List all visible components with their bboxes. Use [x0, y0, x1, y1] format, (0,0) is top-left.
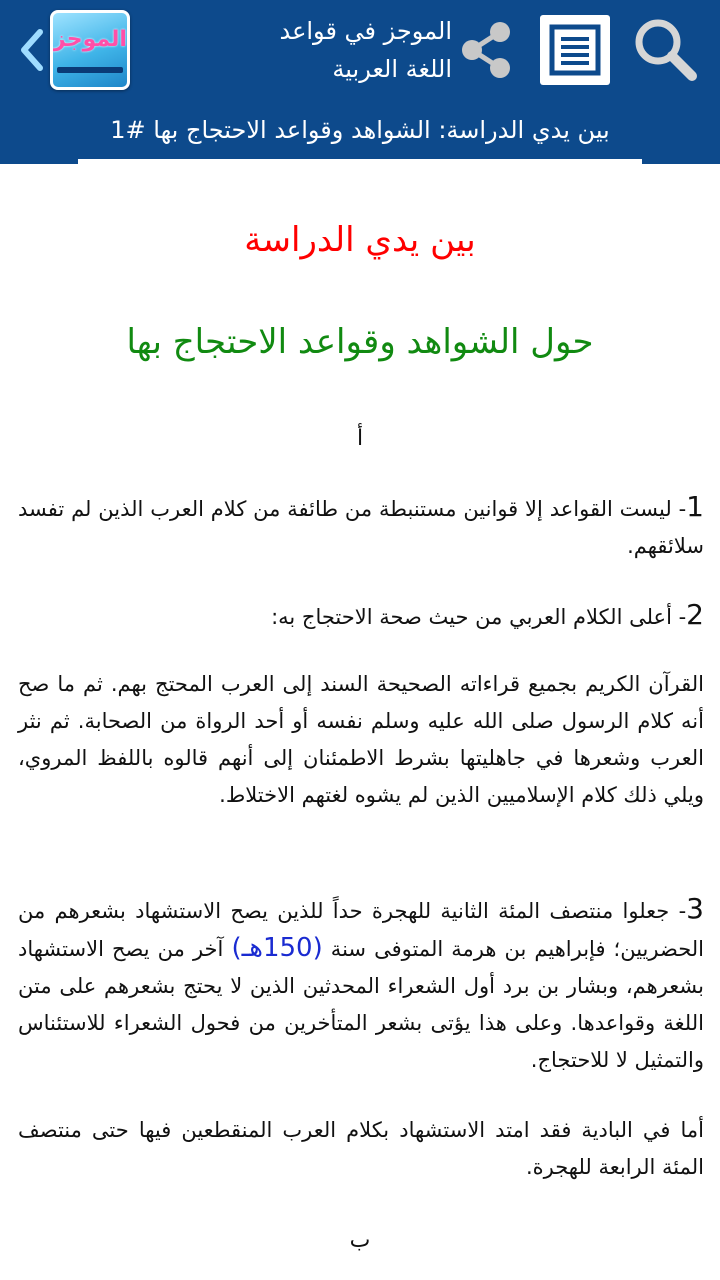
section-marker-b: ب [349, 1228, 371, 1253]
paragraph-text: القرآن الكريم بجميع قراءاته الصحيحة السند إلى العرب المحتج بهم. ثم ما صح أنه كلام الرسول صلى الله عليه وسلم نفسه أو أحد الرواة من الصحابة. ثم نثر العرب وشعرها في جاهليتها بشرط الاطمئنان إلى أنهم قالوه باللفظ المروي، ويلي ذلك كلام الإسلاميين الذين لم يشوه لغتهم الاختلاط. [18, 672, 704, 807]
paragraph-text: - ليست القواعد إلا قوانين مستنبطة من طائفة من كلام العرب الذين لم تفسد سلائقهم. [18, 497, 704, 558]
share-button[interactable] [456, 18, 516, 82]
app-bar [0, 0, 720, 164]
back-button[interactable] [14, 26, 48, 74]
article-content [0, 164, 720, 1280]
paragraph-text-cont: آخر من يصح الاستشهاد بشعرهم، وبشار بن برد أول الشعراء المحدثين الذين لا يحتج بشعرهم على متن اللغة وقواعدها. وعلى هذا يؤتى بشعر المتأخرين من فحول الشعراء للاستئناس والتمثيل لا للاحتجاج. [18, 937, 704, 1072]
section-subheading: حول الشواهد وقواعد الاحتجاج بها [126, 322, 594, 362]
list-menu-icon [549, 24, 601, 76]
paragraph-2 [18, 596, 704, 636]
section-heading: بين يدي الدراسة [244, 220, 476, 260]
page-subtitle: بين يدي الدراسة: الشواهد وقواعد الاحتجاج بها #1 [78, 108, 642, 164]
search-button[interactable] [630, 14, 700, 84]
logo-text: الموجز [53, 27, 127, 52]
share-icon [456, 18, 516, 82]
app-logo[interactable] [50, 10, 130, 90]
logo-subbanner [57, 67, 123, 73]
chevron-left-icon [18, 28, 44, 72]
paragraph-number: 2 [686, 598, 704, 631]
app-title: الموجز في قواعد اللغة العربية [279, 17, 452, 83]
paragraph-text: - أعلى الكلام العربي من حيث صحة الاحتجاج به: [271, 605, 687, 629]
paragraph-4 [18, 890, 704, 1079]
paragraph-1 [18, 488, 704, 565]
paragraph-text: أما في البادية فقد امتد الاستشهاد بكلام العرب المنقطعين فيها حتى منتصف المئة الرابعة للهجرة. [18, 1118, 704, 1179]
menu-button[interactable] [540, 15, 610, 85]
paragraph-number: 3 [686, 892, 704, 925]
paragraph-text: - جعلوا منتصف المئة الثانية للهجرة حداً للذين يصح الاستشهاد بشعرهم من الحضريين؛ فإبراهيم بن هرمة المتوفى سنة [18, 899, 704, 961]
section-marker-a: أ [356, 426, 364, 451]
paragraph-number: 1 [686, 490, 704, 523]
search-icon [630, 14, 700, 84]
paragraph-3 [18, 666, 704, 814]
paragraph-5 [18, 1112, 704, 1186]
highlighted-date: (150هـ) [231, 933, 323, 963]
